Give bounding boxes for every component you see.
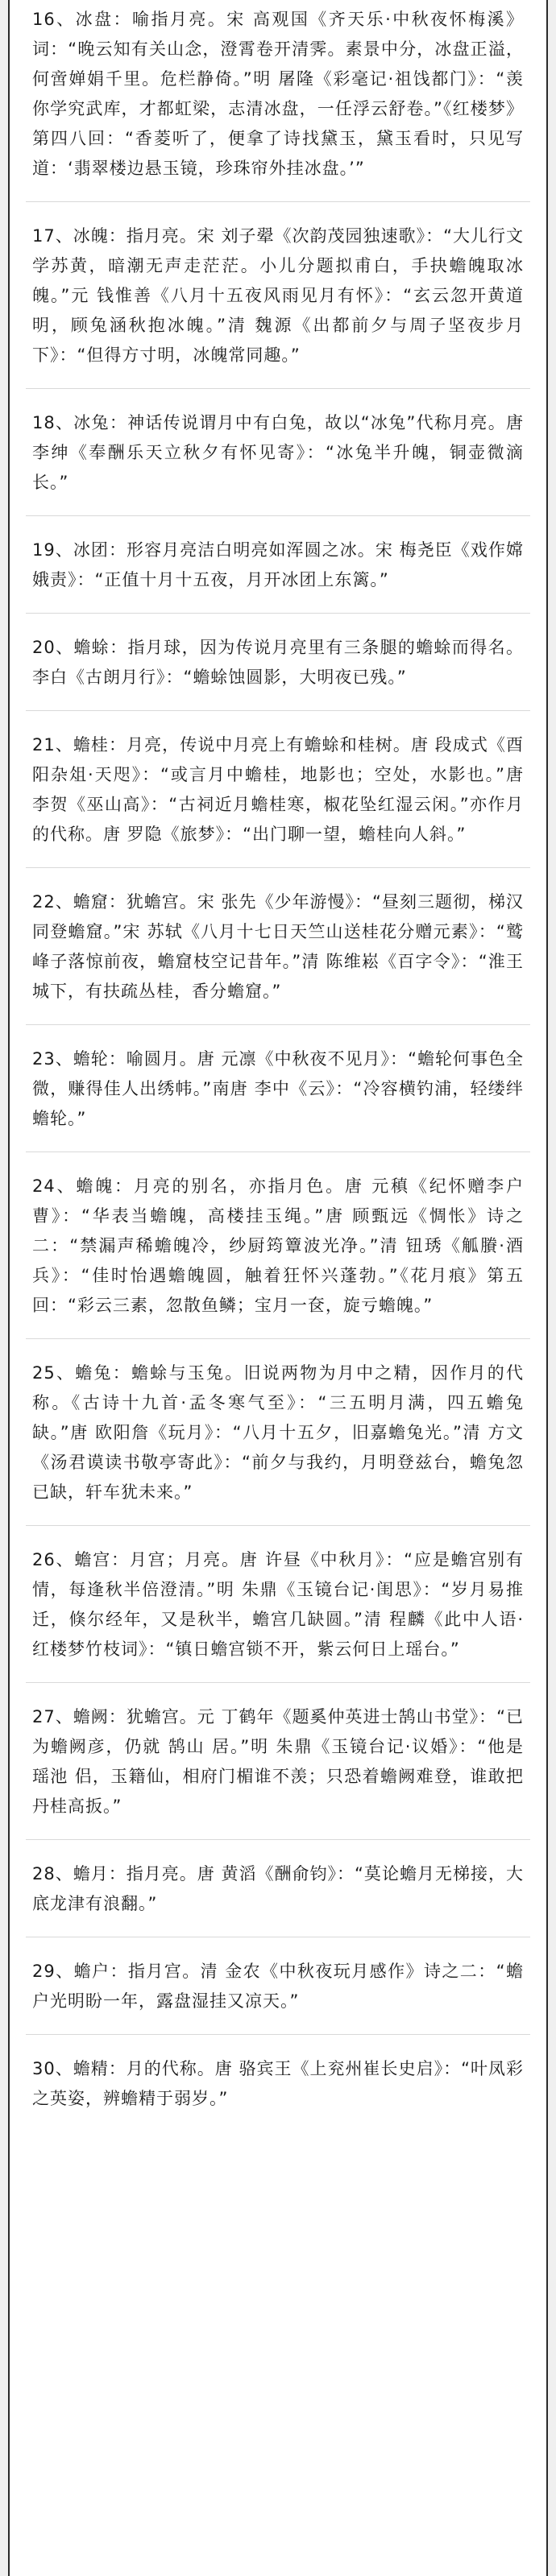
entry-list: [10, 0, 546, 2114]
divider: [26, 1338, 530, 1339]
entry-20: 20、蟾蜍：指月球，因为传说月亮里有三条腿的蟾蜍而得名。李白《古朗月行》：“蟾蜍蚀圆影，大明夜已残。”: [32, 638, 524, 687]
entry-21: 21、蟾桂：月亮，传说中月亮上有蟾蜍和桂树。唐 段成式《酉阳杂俎·天咫》：“或言月中蟾桂，地影也；空处，水影也。”唐 李贺《巫山高》：“古祠近月蟾桂寒，椒花坠红湿云闲。”亦作月的代称。唐 罗隐《旅梦》：“出门聊一望，蟾桂向人斜。”: [32, 735, 524, 844]
entry-26: 26、蟾宫：月宫；月亮。唐 许昼《中秋月》：“应是蟾宫别有情，每逢秋半倍澄清。”明 朱鼎《玉镜台记·闺思》：“岁月易推迁，倏尔经年，又是秋半，蟾宫几缺圆。”清 程麟《此中人语·红楼梦竹枝词》：“镇日蟾宫锁不开，紫云何日上瑶台。”: [32, 1550, 524, 1659]
entry-19: 19、冰团：形容月亮洁白明亮如浑圆之冰。宋 梅尧臣《戏作嫦娥责》：“正值十月十五夜，月开冰团上东篱。”: [32, 540, 524, 589]
entry-23: 23、蟾轮：喻圆月。唐 元凛《中秋夜不见月》：“蟾轮何事色全微，赚得佳人出绣帏。”南唐 李中《云》：“冷容横钓浦，轻缕绊蟾轮。”: [32, 1049, 524, 1128]
entry-27: 27、蟾阙：犹蟾宫。元 丁鹤年《题奚仲英进士鹄山书堂》：“已为蟾阙彦，仍就 鹄山 居。”明 朱鼎《玉镜台记·议婚》：“他是 瑶池 侣，玉籍仙，相府门楣谁不羡；只恐着蟾阙难登，谁敢把丹桂高扳。”: [32, 1707, 524, 1816]
divider: [26, 201, 530, 202]
entry-17: 17、冰魄：指月亮。宋 刘子翚《次韵茂园独速歌》：“大儿行文学苏黄，暗潮无声走茫茫。小儿分题拟甫白，手抉蟾魄取冰魄。”元 钱惟善《八月十五夜风雨见月有怀》：“玄云忽开黄道明，顾兔涵秋抱冰魄。”清 魏源《出都前夕与周子坚夜步月下》：“但得方寸明，冰魄常同趣。”: [32, 226, 524, 365]
divider: [26, 1024, 530, 1025]
entry-16: 16、冰盘：喻指月亮。宋 高观国《齐天乐·中秋夜怀梅溪》词：“晚云知有关山念，澄霄卷开清霁。素景中分，冰盘正溢，何啻婵娟千里。危栏静倚。”明 屠隆《彩毫记·祖饯都门》：“羡你学究武库，才都虹梁，志清冰盘，一任浮云舒卷。”《红楼梦》第四八回：“香菱听了，便拿了诗找黛玉，黛玉看时，只见写道：‘翡翠楼边悬玉镜，珍珠帘外挂冰盘。’”: [32, 10, 524, 178]
entry-28: 28、蟾月：指月亮。唐 黄滔《酬俞钧》：“莫论蟾月无梯接，大底龙津有浪翻。”: [32, 1864, 524, 1913]
entry-30: 30、蟾精：月的代称。唐 骆宾王《上兖州崔长史启》：“叶凤彩之英姿，辨蟾精于弱岁。”: [32, 2059, 524, 2108]
divider: [26, 867, 530, 868]
divider: [26, 1525, 530, 1526]
entry-29: 29、蟾户：指月宫。清 金农《中秋夜玩月感作》诗之二：“蟾户光明盼一年，露盘湿挂又凉天。”: [32, 1962, 524, 2011]
divider: [26, 515, 530, 516]
divider: [26, 1682, 530, 1683]
entry-22: 22、蟾窟：犹蟾宫。宋 张先《少年游慢》：“昼刻三题彻，梯汉同登蟾窟。”宋 苏轼《八月十七日天竺山送桂花分赠元素》：“鹫峰子落惊前夜，蟾窟枝空记昔年。”清 陈维崧《百字令》：“淮王城下，有扶疏丛桂，香分蟾窟。”: [32, 892, 524, 1001]
divider: [26, 613, 530, 614]
entry-24: 24、蟾魄：月亮的别名，亦指月色。唐 元稹《纪怀赠李户曹》：“华表当蟾魄，高楼挂玉绳。”唐 顾甄远《惆怅》诗之二：“禁漏声稀蟾魄冷，纱厨筠簟波光净。”清 钮琇《觚賸·酒兵》：“佳时怡遇蟾魄圆，触着狂怀兴蓬勃。”《花月痕》第五回：“彩云三素，忽散鱼鳞；宝月一奁，旋亏蟾魄。”: [32, 1176, 524, 1315]
entry-25: 25、蟾兔：蟾蜍与玉兔。旧说两物为月中之精，因作月的代称。《古诗十九首·孟冬寒气至》：“三五明月满，四五蟾兔缺。”唐 欧阳詹《玩月》：“八月十五夕，旧嘉蟾兔光。”清 方文《汤君谟读书敬亭寄此》：“前夕与我约，月明登兹台，蟾兔忽已缺，轩车犹未来。”: [32, 1363, 524, 1502]
entry-18: 18、冰兔：神话传说谓月中有白兔，故以“冰兔”代称月亮。唐 李绅《奉酬乐天立秋夕有怀见寄》：“冰兔半升魄，铜壶微滴长。”: [32, 413, 524, 492]
divider: [26, 1839, 530, 1840]
divider: [26, 710, 530, 711]
divider: [26, 388, 530, 389]
document-frame: [8, 0, 548, 2576]
divider: [26, 2034, 530, 2035]
